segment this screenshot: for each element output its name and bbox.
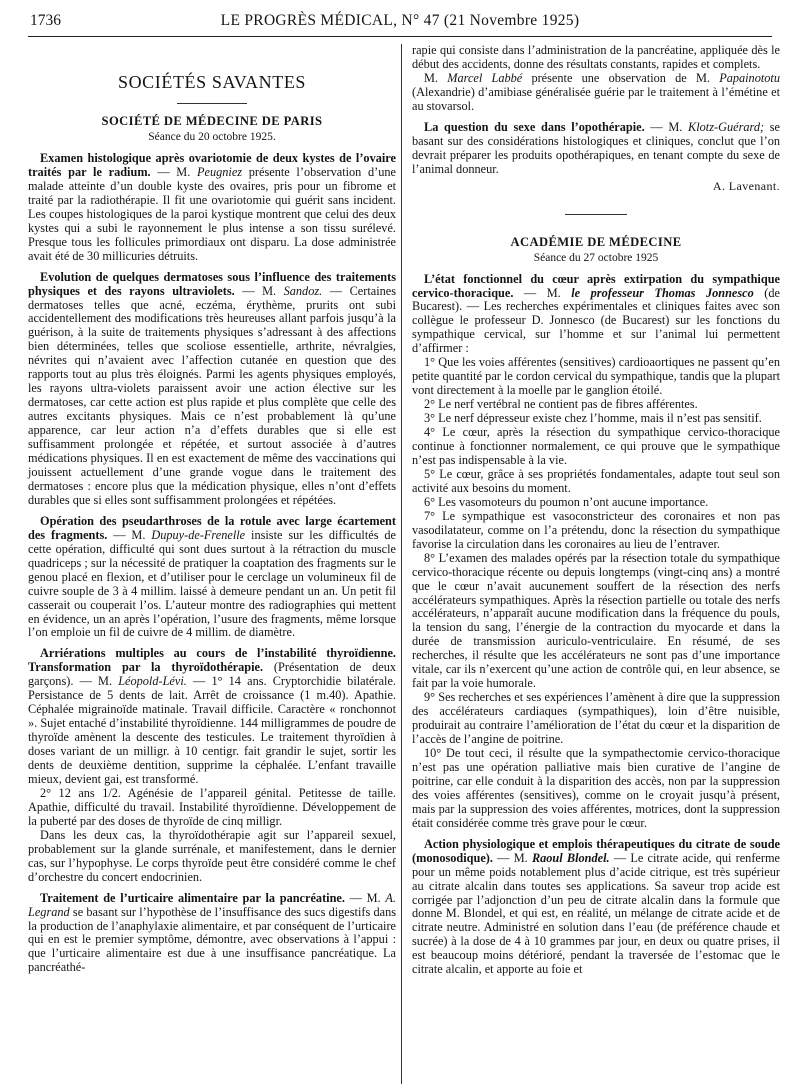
article-citrate [412,838,780,978]
article-author: le professeur Thomas Jonnesco [571,285,754,300]
section-separator [565,214,627,215]
page-header [28,10,772,37]
conclusion-item: 2° Le nerf vertébral ne contient pas de fibres afférentes. [424,397,698,412]
article-body: — Le citrate acide, qui renferme pour un même poids notablement plus d’acide citrique, est très supérieur au citrate alcalin dans toutes ses applications. Sa saveur trop acide est corrigée par l’adjonction d’un peu de citrate alcalin dans la formule que donne M. Blondel, et qui est, en réalité, un mélange de citrate acide et de citrate neutre. Administré en solution dans l’eau (de préférence chaude et sucrée) à la dose de 4 à 10 grammes par jour, en deux ou quatre prises, il est beaucoup moins détérioré, pendant la traversée de l’estomac que le citrate alcalin, et apporte au foie et [412,850,781,977]
article-title: Traitement de l’urticaire alimentaire par la pancréatine. [40,890,345,905]
article-title: Examen histologique après ovariotomie de deux kystes de l’ovaire traités par le radium. [28,151,396,179]
article-thyroide-p3: Dans les deux cas, la thyroïdothérapie agit sur l’appareil sexuel, probablement sur la glande surrénale, et manifestement, dans le dernier cas, sur l’hypophyse. Le corps thyroïde peut être considéré comme le chef d’orchestre du concert endocrinien. [28,827,396,884]
article-title: Evolution de quelques dermatoses sous l’influence des traitements physiques et des rayons ultraviolets. [28,269,396,298]
article-dermatoses [28,271,396,508]
article-body: insiste sur les difficultés de cette opération, difficulté qui sont dues surtout à la rétraction du muscle quadriceps ; sur la nécessité de pratiquer la coaptation des fragments sur le genou placé en flexion, et d’utiliser pour le cerclage un volumineux fil de cuivre souple de 3 à 4 millim. laissé à demeure pendant un an. Un petit fil casserait ou couperait l’os. L’auteur montre des radiographies qui mettent en évidence, un an après l’opération, l’usure des fragments, même lorsque l’on emploie un fil de cuivre de 4 millim. de diamètre. [28,527,396,640]
article-body: (de Bucarest). — Les recherches expérimentales et cliniques faites avec son collègue le professeur D. Jonnesco (de Bucarest) sur les fonctions du sympathique cervical, sur l’homme et sur l’animal lui permettent d’affirmer : [412,285,780,356]
left-column [28,44,396,975]
article-author: A. Legrand [28,890,396,919]
article-urticaire [28,892,396,976]
article-title: Opération des pseudarthroses de la rotule avec large écartement des fragments. [28,513,396,542]
session-date: Séance du 20 octobre 1925. [148,131,276,143]
article-sep: — M. [73,674,119,689]
conclusion-item: 4° Le cœur, après la résection du sympathique cervico-thoracique continue à fonctionner normalement, ce qui prouve que le sympathique n’est pas indispensable à la vie. [412,425,780,467]
article-sep: — M. [513,285,572,300]
article-body: — 1° 14 ans. Cryptorchidie bilatérale. Persistance de 5 dents de lait. Arrêt de croissance (1 m.40). Apathie. Céphalée migrainoïde matinale. Travail difficile. Caractère « ronchonnot ». Sujet entaché d’instabilité thyroïdienne. 144 milligrammes de poudre de thyroïde amènent la descente des testicules. Le traitement thyroïdien à doses variant de un milligr. à 10 centigr. fait grandir le sujet, sortir les dents de deuxième dentition, supprime la céphalée. L’enfant travaille mieux, devient gai, est transformé. [28,674,396,786]
article-author: Léopold-Lévi. [118,674,187,689]
conclusion-item: 7° Le sympathique est vasoconstricteur des coronaires et non pas vasodilatateur, comme on l’a prétendu, donc la résection du sympathique favorise la circulation dans les coronaires au lieu de l’entraver. [412,508,780,551]
section-title [28,72,396,104]
article-sep: — M. [107,527,152,542]
article-amibiase [412,72,780,114]
article-title: Action physiologique et emplois thérapeutiques du citrate de soude (monosodique). [412,836,780,865]
article-body: se basant sur l’hypothèse de l’insuffisance des sucs digestifs dans la production de l’anaphylaxie alimentaire, et par conséquent de l’urticaire qui en est le premier symptôme, démontre, avec observations à l’appui : que l’urticaire alimentaire est due à une insuffisance pancréatique. La pancréathé- [28,904,396,975]
page-number: 1736 [30,12,61,29]
article-prefix: M. [424,70,448,85]
article-title: Arriérations multiples au cours de l’instabilité thyroïdienne. Transformation par la thyroïdothérapie. [28,646,396,675]
article-mid: présente une observation de M. [522,70,720,85]
article-sep: — M. [644,119,689,134]
article-author: Raoul Blondel. [531,850,610,865]
article-body: se basant sur des considérations histologiques et cliniques, conclut que l’on devrait préparer les produits opothérapiques, en tenant compte du sexe de l’animal donneur. [412,119,781,176]
article-sep: — M. [234,283,284,298]
conclusion-item: 5° Le cœur, grâce à ses propriétés fondamentales, adapte tout seul son activité aux besoins du moment. [412,466,780,495]
conclusion-item: 6° Les vasomoteurs du poumon n’ont aucune importance. [424,494,709,509]
article-pseudarthroses [28,515,396,641]
article-author: Marcel Labbé [447,70,523,85]
article-ovaire [28,152,396,264]
academy-title: ACADÉMIE DE MÉDECINE [510,234,682,249]
article-urticaire-cont: rapie qui consiste dans l’administration de la pancréatine, appliquée dès le début des accidents, donne des résultats constants, rapides et complets. [412,43,780,71]
conclusion-item: 8° L’examen des malades opérés par la résection totale du sympathique cervico-thoracique récente ou depuis longtemps (vingt-cinq ans) a montré que le cœur n’avait aucunement souffert de la résection des nerfs accélérateurs sympathiques. Après la résection partielle ou totale des nerfs accélérateurs, n’apparaît aucune modification dans la fréquence du pouls, la tension du sang, l’énergie de la contraction du myocarde et dans la durée de transmission auriculo-ventriculaire. En résumé, de ses recherches, il résulte que les accélérateurs ne sont pas d’une importance vitale, car ils n’exercent qu’une action de contrôle qui, en leur absence, se fait par la voie humorale. [412,550,780,691]
article-body: — Certaines dermatoses telles que acné, eczéma, érythème, prurits ont subi accidentellement des modifications très heureuses allant parfois jusqu’à la guérison, à la suite de traitements physiques s’adressant à des affections bien déterminées, telles que scoliose essentielle, arthrite, névralgies, névrites qui n’avaient avec l’affection cutanée en question que des rapports tout au plus très éloignés. Parmi les agents physiques employés, les rayons ultra-violets paraissent avoir une action élective sur les dermatoses, car cette action est plus rapide et plus complète que celle des autres excitants physiques. Mais ce n’est probablement là qu’une apparence, car leur action n’a d’effets durables que si elle est suffisamment prolongée et répétée, et surtout associée à d’autres médications physiques. Il en est exactement de même des vaccinations qui jouissent actuellement d’une grande vogue dans le traitement des dermatoses : encore plus que la médication physique, elles n’ont d’effets durables que si elles sont suffisamment prolongées et répétées. [28,283,397,507]
signature: A. Lavenant. [712,178,780,193]
right-column [412,44,780,977]
article-author-2: Papainototu [719,70,780,85]
article-title: La question du sexe dans l’opothérapie. [424,119,645,134]
conclusion-item: 1° Que les voies afférentes (sensitives) cardioaortiques ne passent qu’en petite quantité par le cordon cervical du sympathique, tandis que la plupart vont directement à la moelle par le ganglion étoilé. [412,355,780,398]
article-author: Dupuy-de-Frenelle [151,527,246,542]
article-sympathique [412,273,780,357]
session-date: Séance du 27 octobre 1925 [533,251,659,264]
society-title: SOCIÉTÉ DE MÉDECINE DE PARIS [101,114,323,128]
article-author: Peugniez [197,164,243,179]
article-author: Klotz-Guérard; [688,119,765,134]
article-title: L’état fonctionnel du cœur après extirpation du sympathique cervico-thoracique. [412,271,780,300]
conclusion-item: 3° Le nerf dépresseur existe chez l’homme, mais il n’est pas sensitif. [424,411,762,426]
article-thyroide [28,647,396,787]
conclusion-item: 10° De tout ceci, il résulte que la sympathectomie cervico-thoracique n’est pas une opération palliative mais bien curative de l’angine de poitrine, car elle conduit à la disparition des accès, non par la suppression des voies afférentes (sensitives), comme on le croyait jusqu’à présent, mais par la suppression des voies afférentes, motrices, dont la suppression était considérée comme très grave pour le cœur. [412,745,780,830]
article-author: Sandoz. [283,283,323,298]
conclusion-item: 9° Ses recherches et ses expériences l’amènent à dire que la suppression des accélérateurs cardiaques (sympathiques), loin d’être nuisible, produirait au contraire l’amélioration de l’état du cœur et la disparition de l’accès de l’angine de poitrine. [412,690,780,747]
article-paren: (Présentation de deux garçons). [28,660,396,689]
article-sep: — M. [492,850,532,865]
journal-title: LE PROGRÈS MÉDICAL, N° 47 (21 Novembre 1925) [220,12,580,29]
article-sexe-opotherapie [412,121,780,177]
article-thyroide-p2: 2° 12 ans 1/2. Agénésie de l’appareil génital. Petitesse de taille. Apathie, difficulté du travail. Instabilité thyroïdienne. Développement de la puberté par des doses de thyroïde de cinq milligr. [28,785,396,828]
column-divider [401,44,402,1084]
title-separator [177,103,247,104]
article-sep: — M. [150,164,198,179]
article-sep: — M. [344,890,386,905]
article-body: présente l’observation d’une malade atteinte d’un double kyste des ovaires, pris pour un fibrome et traité par la radiothérapie. Il fit une ovariotomie qui guérit sans incident. Les coupes histologiques de la paroi kystique montrent que celui des deux kystes qui a subi le rayonnement le plus intense a son tissu surélevé. Presque tous les follicules primordiaux ont disparu. La dose administrée avait été de 30 millicuries détruits. [28,164,397,263]
section-title-text: SOCIÉTÉS SAVANTES [117,72,307,92]
article-body: (Alexandrie) d’amibiase généralisée guérie par le traitement à l’émétine et au stovarsol. [412,84,780,113]
